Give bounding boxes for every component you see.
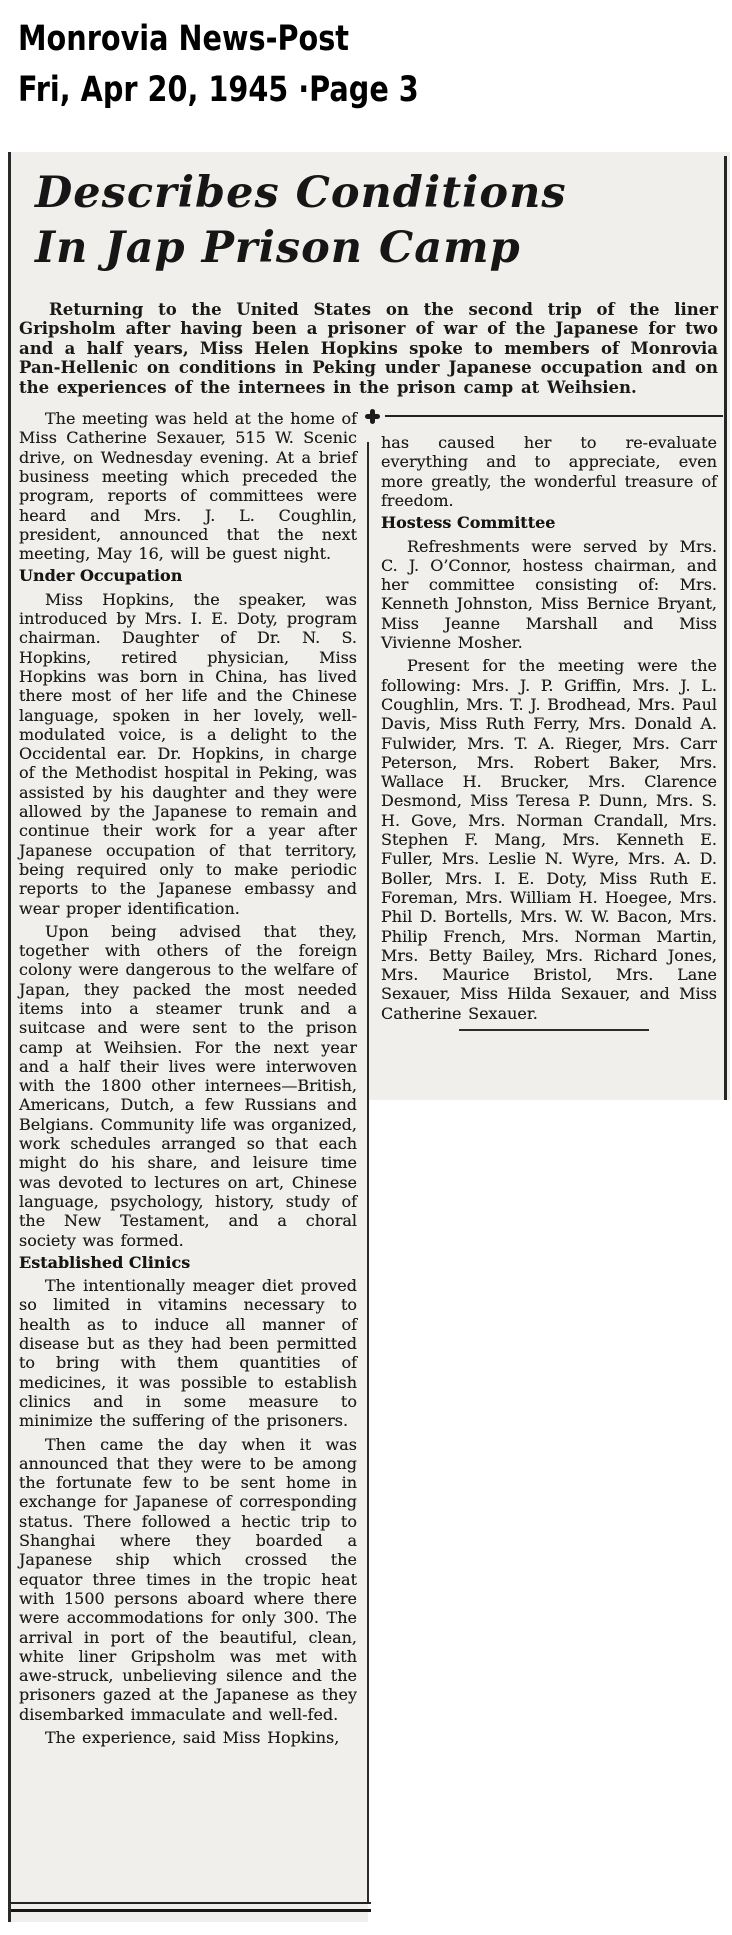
clipping-right-border xyxy=(724,156,727,1100)
left-column xyxy=(19,405,357,1747)
article-paragraph: Upon being advised that they, together with others of the foreign colony were dangerous to the welfare of Japan, they packed the most needed items into a steamer trunk and a suitcase and were sent to the prison camp at Weihsien. For the next year and a half their lives were interwoven with the 1800 other internees—British, Americans, Dutch, a few Russians and Belgians. Community life was organized, work schedules arranged so that each might do his share, and leisure time was devoted to lectures on art, Chinese language, psychology, history, study of the New Testament, and a choral society was formed. xyxy=(19,921,357,1250)
article-columns xyxy=(11,405,730,1747)
section-subhead: Hostess Committee xyxy=(381,513,556,533)
article-paragraph: Refreshments were served by Mrs. C. J. O’Connor, hostess chairman, and her committee consisting of: Mrs. Kenneth Johnston, Miss Bernice Bryant, Miss Jeanne Marshall and Miss Vivienne Mosher. xyxy=(381,536,717,653)
section-subhead: Established Clinics xyxy=(19,1252,191,1272)
article-paragraph: The experience, said Miss Hopkins, xyxy=(45,1727,340,1747)
article-paragraph: The intentionally meager diet proved so limited in vitamins necessary to health as to induce all manner of disease but as they had been permitted to bring with them quantities of medicines, it was possible to establish clinics and in some measure to minimize the suffering of the prisoners. xyxy=(19,1276,357,1431)
article-paragraph: Then came the day when it was announced that they were to be among the fortunate few to be sent home in exchange for Japanese of corresponding status. There followed a hectic trip to Shanghai where they boarded a Japanese ship which crossed the equator three times in the tropic heat with 1500 persons aboard where there were accommodations for only 300. The arrival in port of the beautiful, clean, white liner Gripsholm was met with awe-struck, unbelieving silence and the prisoners gazed at the Japanese as they disembarked immaculate and well-fed. xyxy=(19,1434,357,1724)
right-column-text xyxy=(381,433,717,1023)
article-paragraph: The meeting was held at the home of Miss Catherine Sexauer, 515 W. Scenic drive, on Wednesday evening. At a brief business meeting which preceded the program, reports of committees were heard and Mrs. J. L. Coughlin, president, announced that the next meeting, May 16, will be guest night. xyxy=(19,409,357,564)
horizontal-rule xyxy=(385,415,723,417)
column-top-rule xyxy=(365,408,723,424)
article-paragraph: Miss Hopkins, the speaker, was introduced by Mrs. I. E. Doty, program chairman. Daughter of Dr. N. S. Hopkins, retired physician, Miss Hopkins was born in China, has lived there most of her life and the Chinese language, spoken in her lovely, well-modulated voice, is a delight to the Occidental ear. Dr. Hopkins, in charge of the Methodist hospital in Peking, was assisted by his daughter and they were allowed by the Japanese to remain and continue their work for a year after Japanese occupation of that territory, being required only to make periodic reports to the Japanese embassy and wear proper identification. xyxy=(19,589,357,918)
column-divider-rule xyxy=(367,442,369,1904)
section-subhead: Under Occupation xyxy=(19,566,183,586)
article-headline xyxy=(11,152,730,276)
headline-line-2: In Jap Prison Camp xyxy=(35,223,521,274)
source-header xyxy=(0,0,732,152)
news-clipping xyxy=(8,152,730,1922)
right-column xyxy=(381,405,717,1031)
cross-flower-ornament-icon xyxy=(365,409,380,424)
article-paragraph: Present for the meeting were the following: Mrs. J. P. Griffin, Mrs. J. L. Coughlin, Mrs. T. J. Brodhead, Mrs. Paul Davis, Miss Ruth Ferry, Mrs. Donald A. Fulwider, Mrs. T. A. Rieger, Mrs. Carr Peterson, Mrs. Robert Baker, Mrs. Wallace H. Brucker, Mrs. Clarence Desmond, Miss Teresa P. Dunn, Mrs. S. H. Gove, Mrs. Norman Crandall, Mrs. Stephen F. Mang, Mrs. Kenneth E. Fuller, Mrs. Leslie N. Wyre, Mrs. A. D. Boller, Mrs. I. E. Doty, Miss Ruth E. Foreman, Mrs. William H. Hoegee, Mrs. Phil D. Bortells, Mrs. W. W. Bacon, Mrs. Philip French, Mrs. Norman Martin, Mrs. Betty Bailey, Mrs. Richard Jones, Mrs. Maurice Bristol, Mrs. Lane Sexauer, Miss Hilda Sexauer, and Miss Catherine Sexauer. xyxy=(381,656,717,1023)
source-dateline: Fri, Apr 20, 1945 ·Page 3 xyxy=(18,69,419,110)
lead-paragraph: Returning to the United States on the second trip of the liner Gripsholm after having been a prisoner of war of the Japanese for two and a half years, Miss Helen Hopkins spoke to members of Monrovia Pan-Hellenic on conditions in Peking under Japanese occupation and on the experiences of the internees in the prison camp at Weihsien. xyxy=(19,300,718,397)
article-paragraph: has caused her to re-evaluate everything and to appreciate, even more greatly, the wonderful treasure of freedom. xyxy=(381,433,717,510)
clipping-bottom-rule xyxy=(11,1902,371,1912)
headline-line-1: Describes Conditions xyxy=(35,168,567,218)
source-title: Monrovia News-Post xyxy=(18,19,350,59)
clipping-content xyxy=(11,152,730,1747)
article-end-rule xyxy=(459,1029,649,1031)
